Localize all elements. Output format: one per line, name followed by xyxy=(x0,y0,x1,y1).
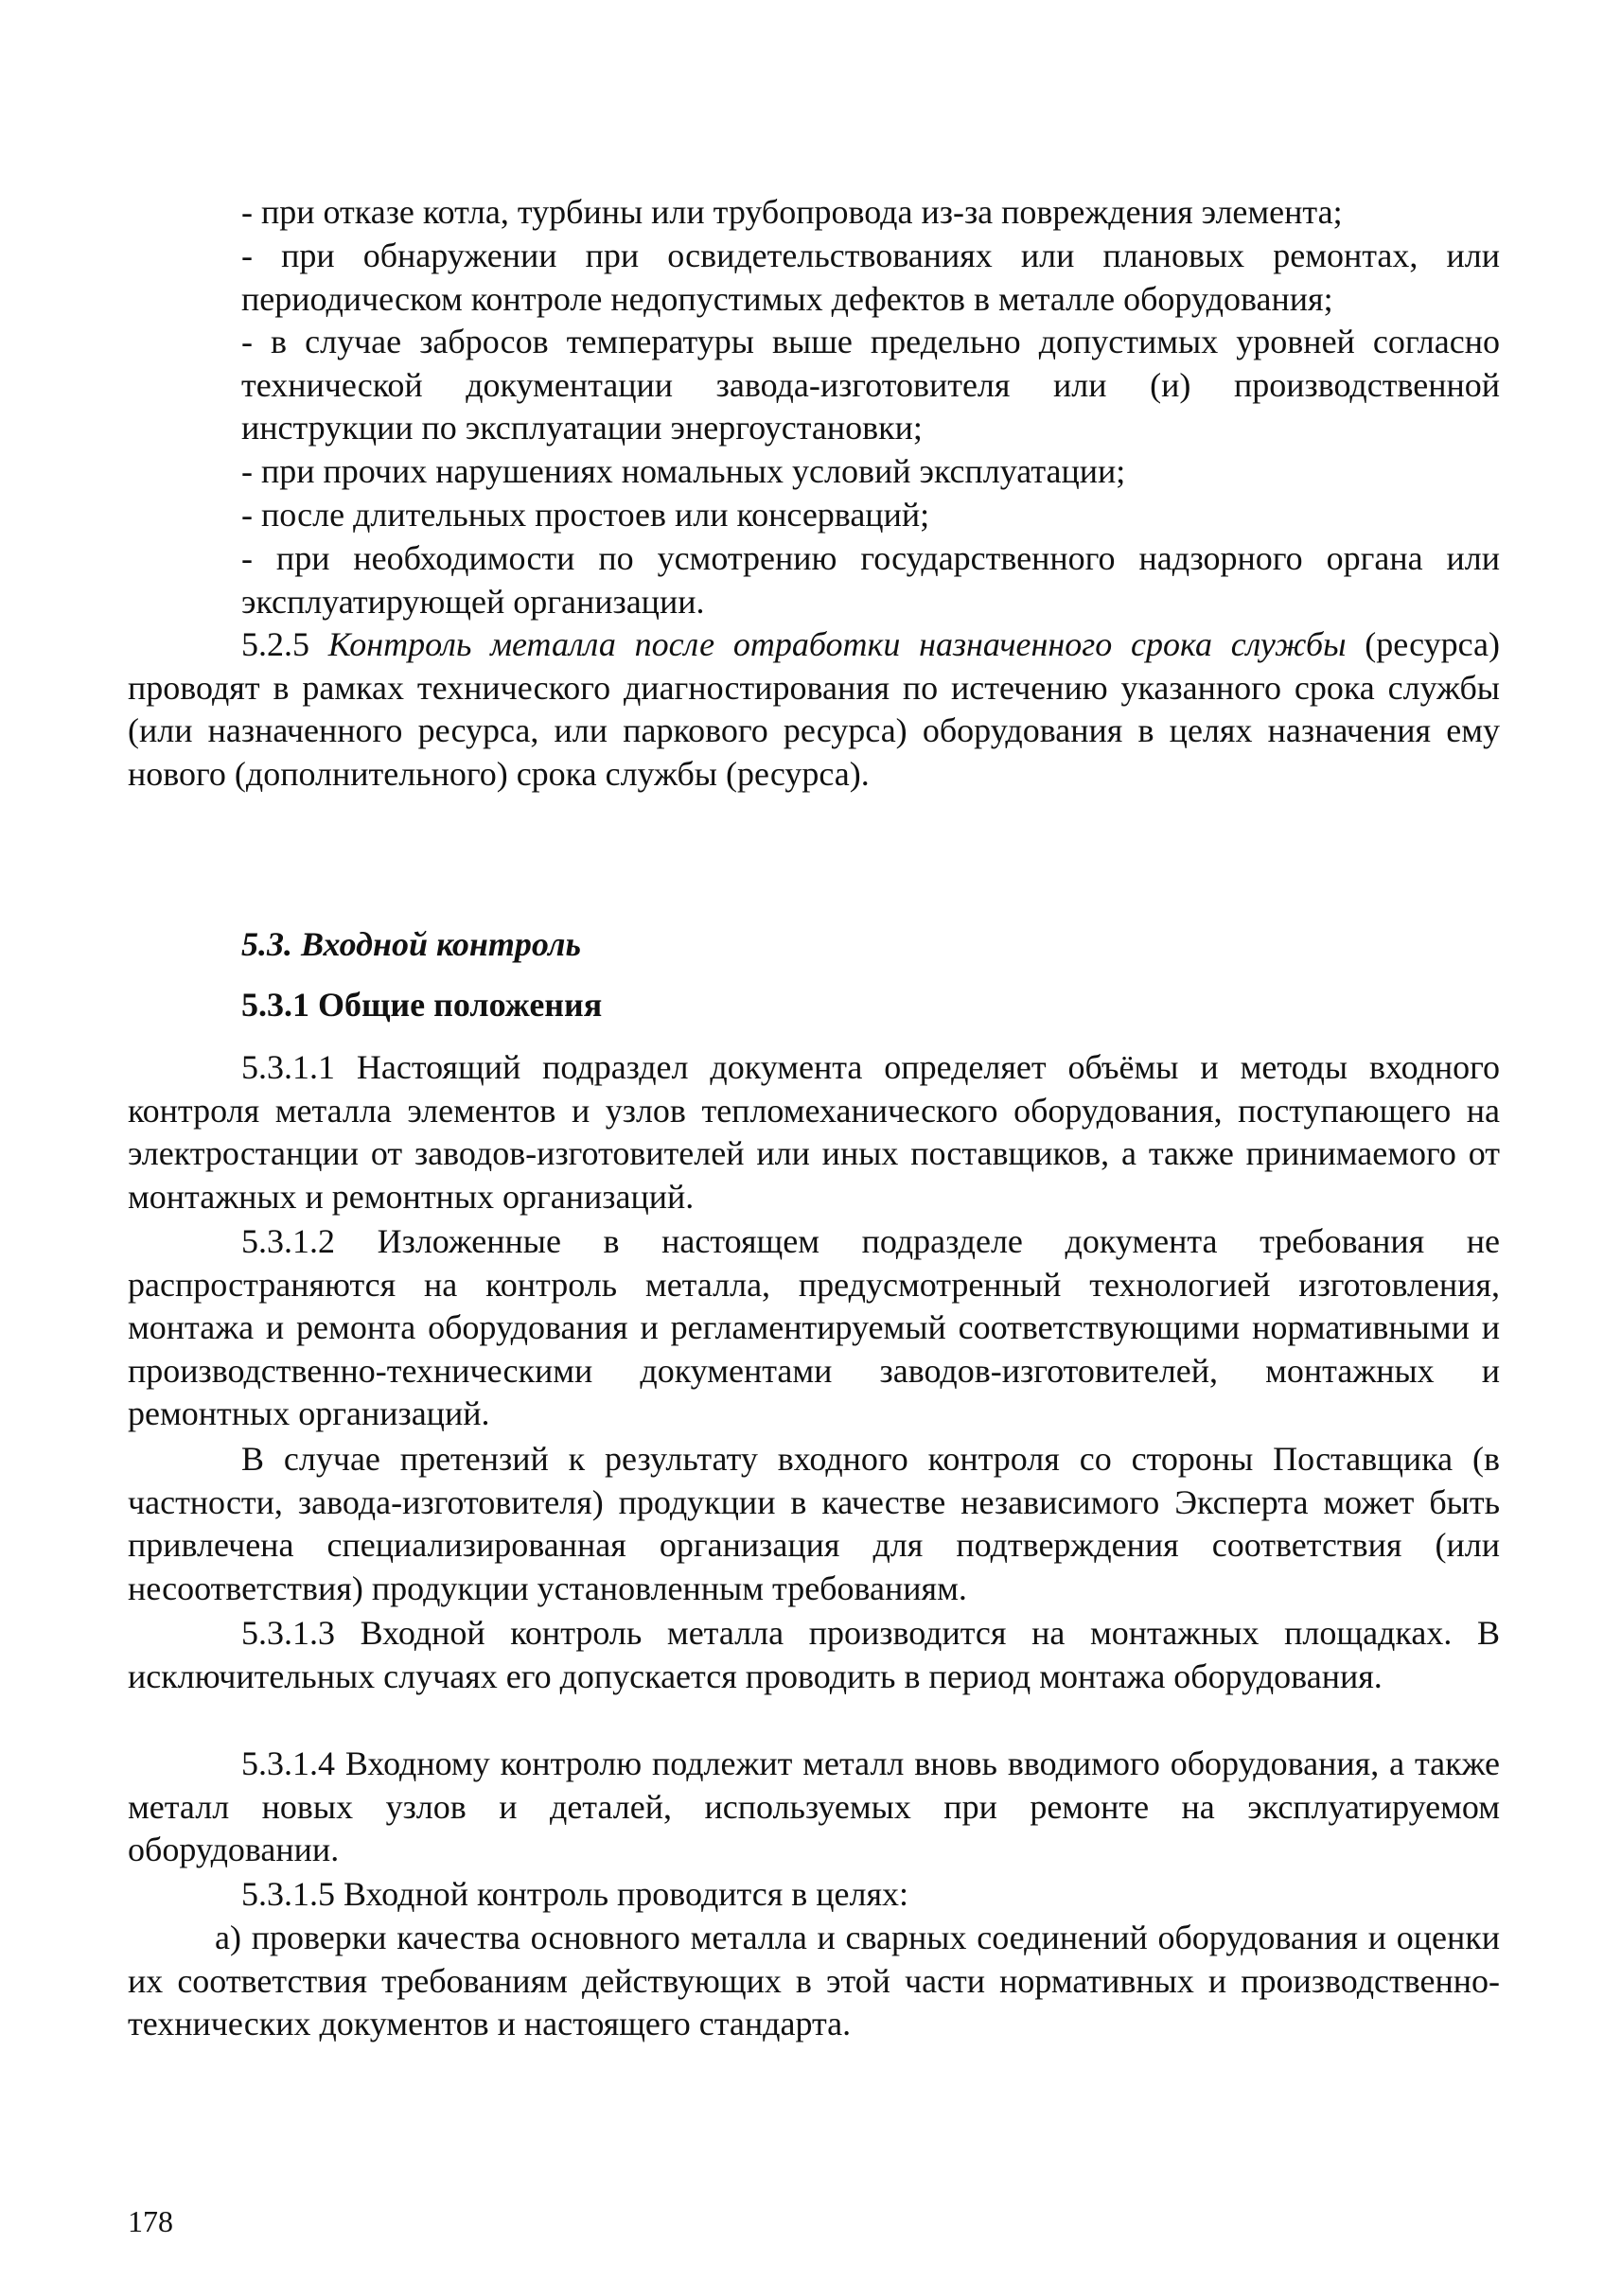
paragraph: 5.3.1.2 Изложенные в настоящем подразделе документа требования не распространяются на контроль металла, предусмотренный технологией изготовления, монтажа и ремонта оборудования и регламентируемый соответствующими нормативными и производственно-техническими документами заводов-изготовителей, монтажных и ремонтных организаций. xyxy=(128,1222,1500,1432)
paragraph: 5.3.1.4 Входному контролю подлежит металл вновь вводимого оборудования, а также металл новых узлов и деталей, используемых при ремонте на эксплуатируемом оборудовании. xyxy=(128,1744,1500,1868)
subsection-title: 5.3.1 Общие положения xyxy=(241,986,603,1024)
paragraph: В случае претензий к результату входного контроля со стороны Поставщика (в частности, завода-изготовителя) продукции в качестве независимого Эксперта может быть привлечена специализированная организация для подтверждения соответствия (или несоответствия) продукции установленным требованиям. xyxy=(128,1440,1500,1607)
list-item: - в случае забросов температуры выше предельно допустимых уровней согласно технической документации завода-изготовителя или (и) производственной инструкции по эксплуатации энергоустановки; xyxy=(241,323,1500,447)
list-item: - после длительных простоев или консерваций; xyxy=(241,496,930,534)
paragraph-number: 5.2.5 xyxy=(241,625,309,663)
section-title: 5.3. Входной контроль xyxy=(241,925,581,963)
list-item: - при прочих нарушениях номальных условий эксплуатации; xyxy=(241,452,1126,490)
list-item: - при обнаружении при освидетельствованиях или плановых ремонтах, или периодическом контроле недопустимых дефектов в металле оборудования; xyxy=(241,237,1500,318)
paragraph-body: (ресурса) проводят в рамках технического диагностирования по истечению указанного срока службы (или назначенного ресурса, или паркового ресурса) оборудования в целях назначения ему нового (дополнительного) срока службы (ресурса). xyxy=(128,625,1500,793)
paragraph: 5.3.1.5 Входной контроль проводится в целях: xyxy=(241,1875,909,1913)
italic-lead: Контроль металла после отработки назначенного срока службы xyxy=(327,625,1347,663)
paragraph: 5.3.1.3 Входной контроль металла производится на монтажных площадках. В исключительных случаях его допускается проводить в период монтажа оборудования. xyxy=(128,1614,1500,1695)
list-item: - при отказе котла, турбины или трубопровода из-за повреждения элемента; xyxy=(241,193,1343,231)
page-number: 178 xyxy=(128,2204,173,2238)
paragraph-5-2-5 xyxy=(128,623,1500,796)
list-item: - при необходимости по усмотрению государственного надзорного органа или эксплуатирующей организации. xyxy=(241,539,1500,621)
paragraph: 5.3.1.1 Настоящий подраздел документа определяет объёмы и методы входного контроля металла элементов и узлов тепломеханического оборудования, поступающего на электростанции от заводов-изготовителей или иных поставщиков, а также принимаемого от монтажных и ремонтных организаций. xyxy=(128,1048,1500,1216)
paragraph: а) проверки качества основного металла и сварных соединений оборудования и оценки их соответствия требованиям действующих в этой части нормативных и производственно-технических документов и настоящего стандарта. xyxy=(128,1919,1500,2042)
